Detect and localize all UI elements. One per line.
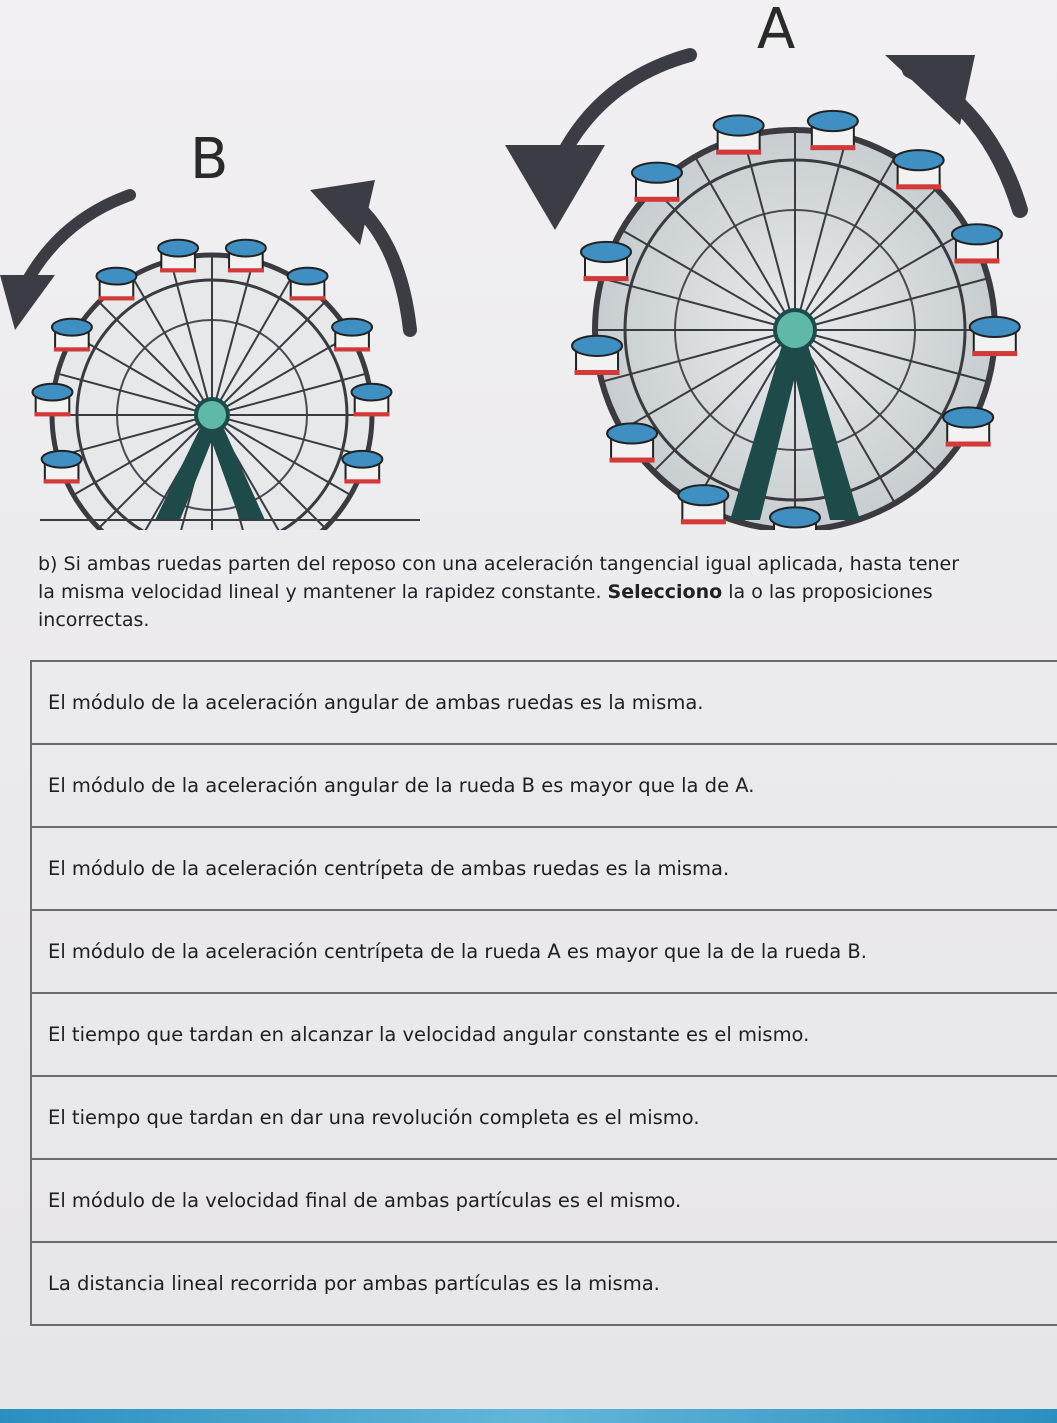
cabin bbox=[226, 240, 266, 273]
cabin bbox=[158, 240, 198, 273]
option-text: El módulo de la aceleración centrípeta de la rueda A es mayor que la de la rueda B. bbox=[48, 940, 867, 963]
ferris-wheel-a bbox=[572, 111, 1020, 530]
question-line-2-plain: la misma velocidad lineal y mantener la rapidez constante. bbox=[38, 581, 608, 603]
question-line-2-tail: la o las proposiciones bbox=[722, 581, 933, 603]
cabin bbox=[32, 384, 72, 417]
cabin bbox=[42, 451, 82, 484]
option-row[interactable] bbox=[32, 1158, 1057, 1241]
cabin bbox=[894, 150, 944, 189]
option-text: El módulo de la aceleración angular de ambas ruedas es la misma. bbox=[48, 691, 704, 714]
cabin bbox=[632, 163, 682, 202]
question-line-2 bbox=[38, 578, 1043, 606]
cabin bbox=[607, 423, 657, 462]
cabin bbox=[342, 451, 382, 484]
cabin bbox=[943, 407, 993, 446]
option-text: El módulo de la aceleración angular de la rueda B es mayor que la de A. bbox=[48, 774, 755, 797]
option-row[interactable] bbox=[32, 909, 1057, 992]
cabin bbox=[572, 336, 622, 375]
option-row[interactable] bbox=[32, 992, 1057, 1075]
cabin bbox=[970, 317, 1020, 356]
ferris-wheels-illustration bbox=[0, 0, 1057, 530]
question-text bbox=[38, 550, 1043, 634]
option-row[interactable] bbox=[32, 660, 1057, 743]
bottom-edge bbox=[0, 1409, 1057, 1423]
option-row[interactable] bbox=[32, 826, 1057, 909]
option-text: La distancia lineal recorrida por ambas partículas es la misma. bbox=[48, 1272, 660, 1295]
option-text: El tiempo que tardan en dar una revolución completa es el mismo. bbox=[48, 1106, 700, 1129]
cabin bbox=[52, 319, 92, 352]
option-text: El módulo de la velocidad final de ambas partículas es el mismo. bbox=[48, 1189, 682, 1212]
wheel-b-label: B bbox=[190, 127, 229, 192]
question-line-1: b) Si ambas ruedas parten del reposo con una aceleración tangencial igual aplicada, hasta tener bbox=[38, 553, 960, 575]
cabin bbox=[770, 507, 820, 530]
question-line-3: incorrectas. bbox=[38, 609, 150, 631]
option-row[interactable] bbox=[32, 743, 1057, 826]
cabin bbox=[808, 111, 858, 150]
cabin bbox=[332, 319, 372, 352]
option-row[interactable] bbox=[32, 1075, 1057, 1158]
cabin bbox=[96, 268, 136, 301]
cabin bbox=[952, 224, 1002, 263]
question-line-2-bold: Selecciono bbox=[607, 581, 723, 603]
options-table bbox=[30, 660, 1057, 1326]
ferris-wheel-b bbox=[32, 240, 391, 530]
wheel-a-label: A bbox=[757, 0, 796, 62]
cabin bbox=[714, 115, 764, 154]
cabin bbox=[678, 485, 728, 524]
option-text: El módulo de la aceleración centrípeta de ambas ruedas es la misma. bbox=[48, 857, 730, 880]
option-text: El tiempo que tardan en alcanzar la velocidad angular constante es el mismo. bbox=[48, 1023, 810, 1046]
cabin bbox=[352, 384, 392, 417]
option-row[interactable] bbox=[32, 1241, 1057, 1326]
cabin bbox=[288, 268, 328, 301]
cabin bbox=[581, 242, 631, 281]
